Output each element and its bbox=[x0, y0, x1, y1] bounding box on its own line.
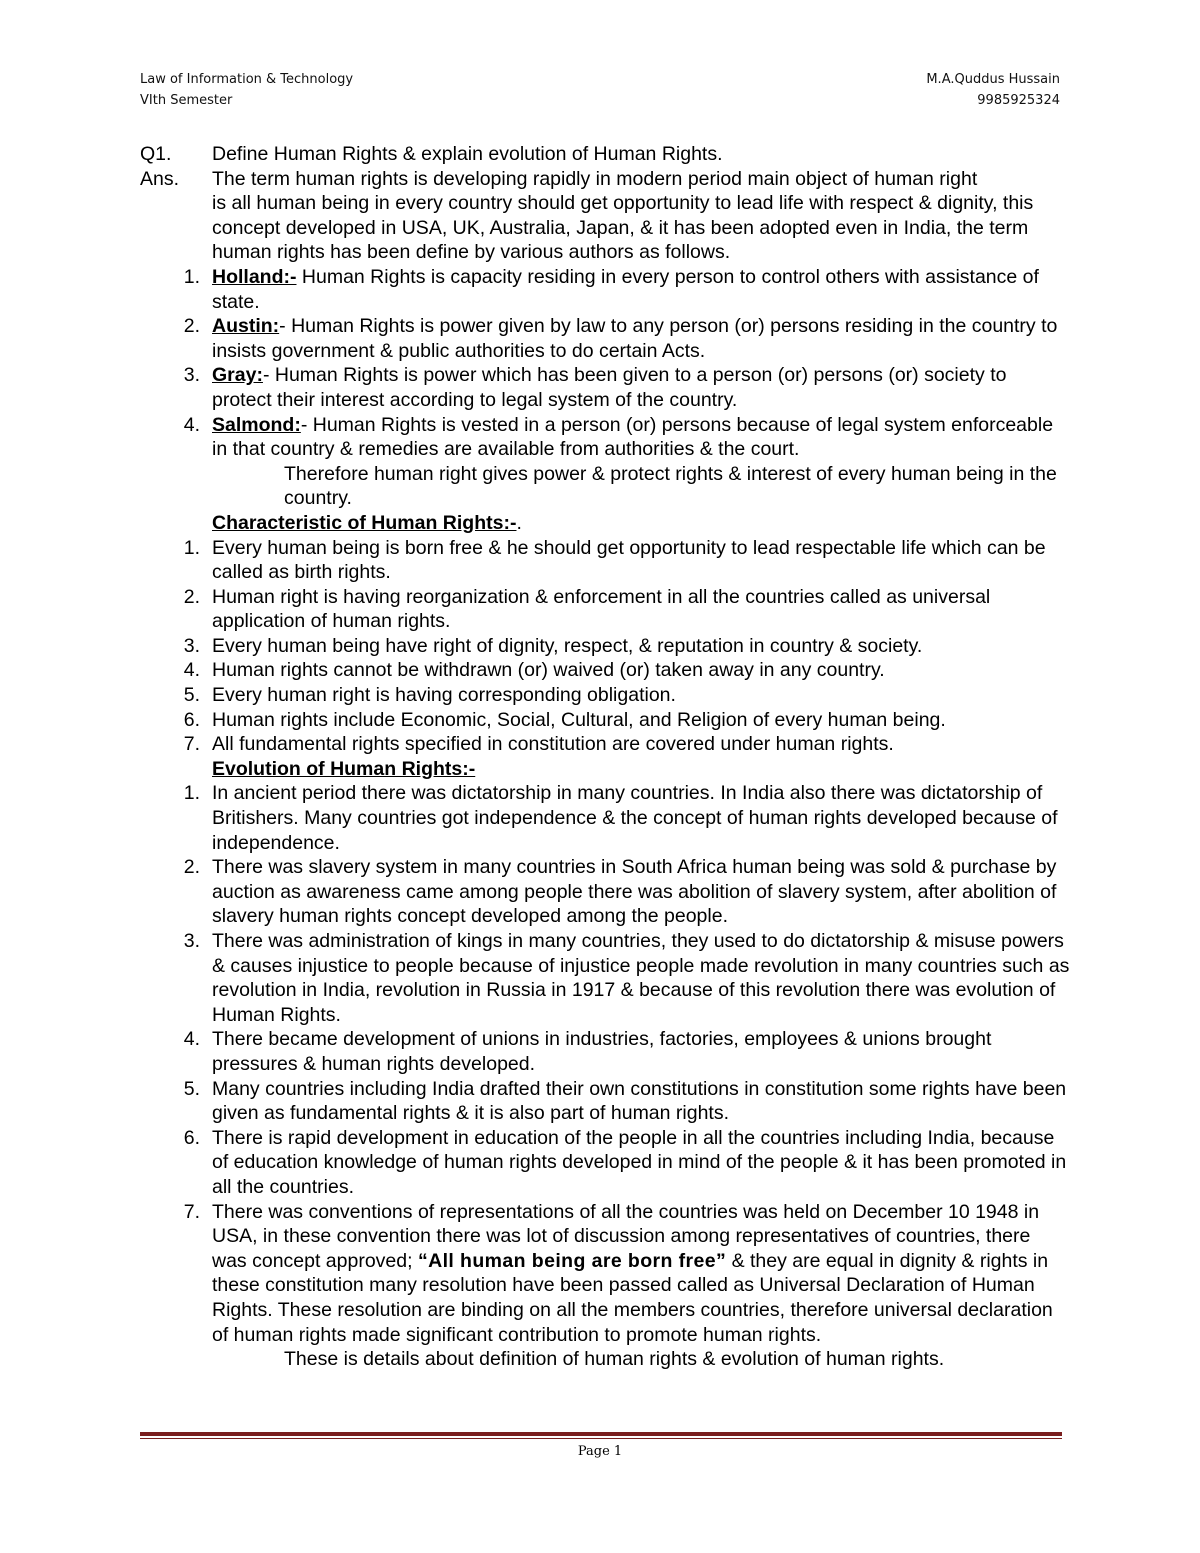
conclusion-paragraph: These is details about definition of human rights & evolution of human rights. bbox=[284, 1348, 945, 1371]
definition-body bbox=[212, 314, 1070, 363]
characteristic-number: 2. bbox=[183, 585, 200, 608]
document-body bbox=[140, 142, 1070, 1372]
evolution-number: 3. bbox=[183, 930, 200, 952]
evolution-item bbox=[140, 929, 1070, 1027]
evolution-text: In ancient period there was dictatorship in many countries. In India also there was dictatorship of Britishers. Many countries got independence & the concept of human rights developed because of independence. bbox=[212, 782, 1058, 854]
definition-body bbox=[212, 265, 1070, 314]
answer-label: Ans. bbox=[140, 167, 180, 190]
evolution-text: There was administration of kings in many countries, they used to do dictatorship & misuse powers & causes injustice to people because of injustice people made revolution in many countries such as revolution in India, revolution in Russia in 1917 & because of this revolution there was evolution of Human Rights. bbox=[212, 930, 1070, 1026]
evolution-text: Many countries including India drafted their own constitutions in constitution some rights have been given as fundamental rights & it is also part of human rights. bbox=[212, 1077, 1067, 1125]
evolution-number: 5. bbox=[183, 1077, 200, 1100]
footer-rule-thin bbox=[140, 1438, 1062, 1439]
evolution-number: 4. bbox=[183, 1028, 200, 1051]
definition-body bbox=[212, 413, 1070, 462]
evolution-item bbox=[140, 1027, 1070, 1076]
characteristics-heading-text: Characteristic of Human Rights:- bbox=[212, 511, 517, 534]
definition-author: Salmond: bbox=[212, 413, 301, 436]
question bbox=[140, 142, 1070, 167]
definition-item bbox=[140, 265, 1070, 314]
characteristic-item bbox=[140, 585, 1070, 634]
characteristic-text: Human rights cannot be withdrawn (or) waived (or) taken away in any country. bbox=[212, 659, 885, 682]
characteristic-text: Every human being is born free & he should get opportunity to lead respectable life which can be called as birth rights. bbox=[212, 536, 1046, 584]
characteristic-text: Every human being have right of dignity, respect, & reputation in country & society. bbox=[212, 634, 923, 657]
definition-text: - Human Rights is power given by law to any person (or) persons residing in the country to insists government & public authorities to do certain Acts. bbox=[212, 315, 1058, 362]
definition-number: 3. bbox=[183, 364, 200, 387]
definition-text: - Human Rights is vested in a person (or) persons because of legal system enforceable in that country & remedies are available from authorities & the court. bbox=[212, 413, 1054, 461]
answer-intro-first: The term human rights is developing rapidly in modern period main object of human right bbox=[212, 167, 978, 190]
evolution-number: 1. bbox=[183, 782, 200, 805]
question-text: Define Human Rights & explain evolution of Human Rights. bbox=[212, 143, 723, 165]
therefore-paragraph: Therefore human right gives power & protect rights & interest of every human being in the country. bbox=[284, 462, 1057, 510]
answer-first-line bbox=[140, 167, 1070, 192]
evolution-text bbox=[212, 1200, 1070, 1348]
characteristic-number: 3. bbox=[183, 634, 200, 657]
characteristic-number: 7. bbox=[183, 733, 200, 756]
evolution-text: There was slavery system in many countries in South Africa human being was sold & purchase by auction as awareness came among people there was abolition of slavery system, after abolition of slavery human rights concept developed among the people. bbox=[212, 856, 1057, 928]
definition-item bbox=[140, 314, 1070, 363]
evolution-number: 7. bbox=[183, 1200, 200, 1223]
definition-author: Holland:- bbox=[212, 265, 297, 288]
header-semester: VIth Semester bbox=[140, 93, 233, 108]
evolution-item bbox=[140, 855, 1070, 929]
definition-item bbox=[140, 413, 1070, 462]
characteristic-text: Every human right is having corresponding obligation. bbox=[212, 684, 676, 707]
udhr-quote: “All human being are born free” bbox=[417, 1249, 727, 1272]
definition-text: Human Rights is capacity residing in every person to control others with assistance of state. bbox=[212, 265, 1039, 313]
evolution-item bbox=[140, 1126, 1070, 1200]
header-course: Law of Information & Technology bbox=[140, 72, 354, 87]
evolution-text-after: & they are equal in dignity & rights in these constitution many resolution have been passed called as Universal Declaration of Human Rights. These resolution are binding on all the members countries, therefore universal declaration of human rights made significant contribution to promote human rights. bbox=[212, 1249, 1053, 1346]
characteristic-text: All fundamental rights specified in constitution are covered under human rights. bbox=[212, 733, 894, 756]
evolution-item bbox=[140, 1077, 1070, 1126]
evolution-item bbox=[140, 781, 1070, 855]
characteristic-number: 4. bbox=[183, 659, 200, 682]
answer-intro-rest: is all human being in every country should get opportunity to lead life with respect & dignity, this concept developed in USA, UK, Australia, Japan, & it has been adopted even in India, the term human rights has been define by various authors as follows. bbox=[212, 192, 1034, 264]
definition-text: - Human Rights is power which has been given to a person (or) persons (or) society to protect their interest according to legal system of the country. bbox=[212, 364, 1007, 411]
characteristic-item bbox=[140, 732, 1070, 757]
footer-rule-thick bbox=[140, 1432, 1062, 1436]
characteristic-number: 1. bbox=[183, 536, 200, 559]
characteristic-item bbox=[140, 634, 1070, 659]
evolution-text-before: There was conventions of representations of all the countries was held on December 10 1948 in USA, in these convention there was lot of discussion among representatives of countries, there was concept approved; bbox=[212, 1200, 1040, 1272]
characteristic-item bbox=[140, 536, 1070, 585]
characteristic-text: Human rights include Economic, Social, Cultural, and Religion of every human being. bbox=[212, 708, 946, 731]
characteristic-item bbox=[140, 658, 1070, 683]
characteristic-item bbox=[140, 683, 1070, 708]
evolution-number: 6. bbox=[183, 1126, 200, 1149]
evolution-text: There is rapid development in education of the people in all the countries including India, because of education knowledge of human rights developed in mind of the people & it has been promoted in all the countries. bbox=[212, 1126, 1067, 1198]
definition-author: Gray: bbox=[212, 364, 263, 387]
page-number: Page 1 bbox=[577, 1444, 623, 1459]
evolution-item bbox=[140, 1200, 1070, 1348]
evolution-heading-text: Evolution of Human Rights:- bbox=[212, 757, 476, 780]
evolution-number: 2. bbox=[183, 856, 200, 879]
characteristic-item bbox=[140, 708, 1070, 733]
characteristic-number: 6. bbox=[183, 708, 200, 731]
evolution-heading bbox=[212, 757, 1070, 782]
definition-body bbox=[212, 363, 1070, 412]
definition-number: 2. bbox=[183, 315, 200, 338]
definition-item bbox=[140, 363, 1070, 412]
evolution-text: There became development of unions in industries, factories, employees & unions brought pressures & human rights developed. bbox=[212, 1028, 992, 1075]
definition-number: 1. bbox=[183, 265, 200, 288]
characteristics-heading bbox=[212, 511, 1070, 536]
question-label: Q1. bbox=[140, 143, 172, 165]
definition-number: 4. bbox=[183, 413, 200, 436]
characteristic-number: 5. bbox=[183, 684, 200, 707]
definition-author: Austin: bbox=[212, 315, 280, 338]
characteristic-text: Human right is having reorganization & enforcement in all the countries called as universal application of human rights. bbox=[212, 585, 991, 633]
header-phone: 9985925324 bbox=[977, 93, 1060, 108]
header-author: M.A.Quddus Hussain bbox=[926, 72, 1060, 87]
characteristics-heading-tail: . bbox=[516, 511, 522, 534]
